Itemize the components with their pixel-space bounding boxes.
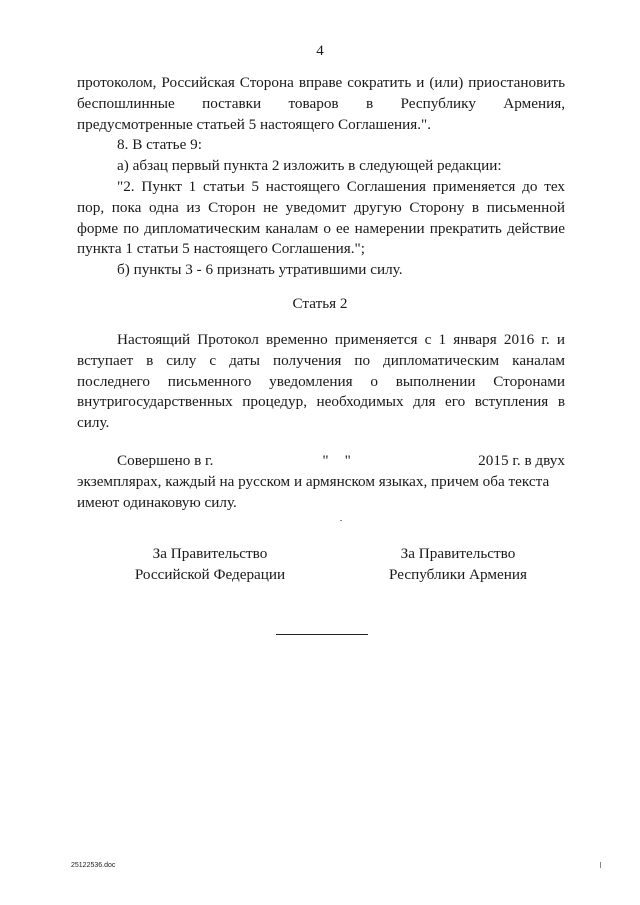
signature-russia-line2: Российской Федерации <box>134 565 286 583</box>
paragraph-quoted-text: "2. Пункт 1 статьи 5 настоящего Соглашения применяется до тех пор, пока одна из Сторон не уведомит другую Сторону в письменной форме по дипломатическим каналам о ее намерении прекратить действие пункта 1 статьи 5 настоящего Соглашения."; <box>77 177 565 258</box>
article-2-text: Настоящий Протокол временно применяется с 1 января 2016 г. и вступает в силу с даты получения по дипломатическим каналам последнего письменного уведомления о выполнении Сторонами внутригосударственных процедур, необходимых для его вступления в силу. <box>77 331 565 432</box>
document-body <box>77 73 565 281</box>
paragraph-item-a: а) абзац первый пункта 2 изложить в следующей редакции: <box>117 157 502 175</box>
footer-filename: 25122536.doc <box>71 862 116 869</box>
execution-clause-rest: экземплярах, каждый на русском и армянском языках, причем оба текста имеют одинаковую силу. <box>77 472 550 511</box>
signature-russia-line1: За Правительство <box>152 545 268 562</box>
article-2-heading: Статья 2 <box>292 295 348 312</box>
end-divider <box>276 634 368 635</box>
paragraph-continuation: протоколом, Российская Сторона вправе сократить и (или) приостановить беспошлинные поставки товаров в Республику Армения, предусмотренные статьей 5 настоящего Соглашения.". <box>77 74 565 133</box>
done-year: 2015 г. в двух <box>478 452 565 469</box>
paragraph-item-8: 8. В статье 9: <box>117 136 202 154</box>
scan-speck <box>600 862 601 868</box>
execution-clause-first-line <box>77 451 565 472</box>
article-2-body <box>77 330 565 434</box>
signature-block-russia <box>110 544 310 586</box>
signature-armenia-line1: За Правительство <box>400 545 516 562</box>
execution-clause <box>77 451 565 513</box>
quote-close: " <box>344 452 351 469</box>
quote-open: " <box>322 452 329 469</box>
scan-speck <box>340 520 342 521</box>
done-in-city: Совершено в г. <box>117 452 214 469</box>
signature-block-armenia <box>358 544 558 586</box>
signature-armenia-line2: Республики Армения <box>389 565 527 583</box>
page-number: 4 <box>316 43 324 59</box>
paragraph-item-b: б) пункты 3 - 6 признать утратившими силу. <box>117 261 403 279</box>
